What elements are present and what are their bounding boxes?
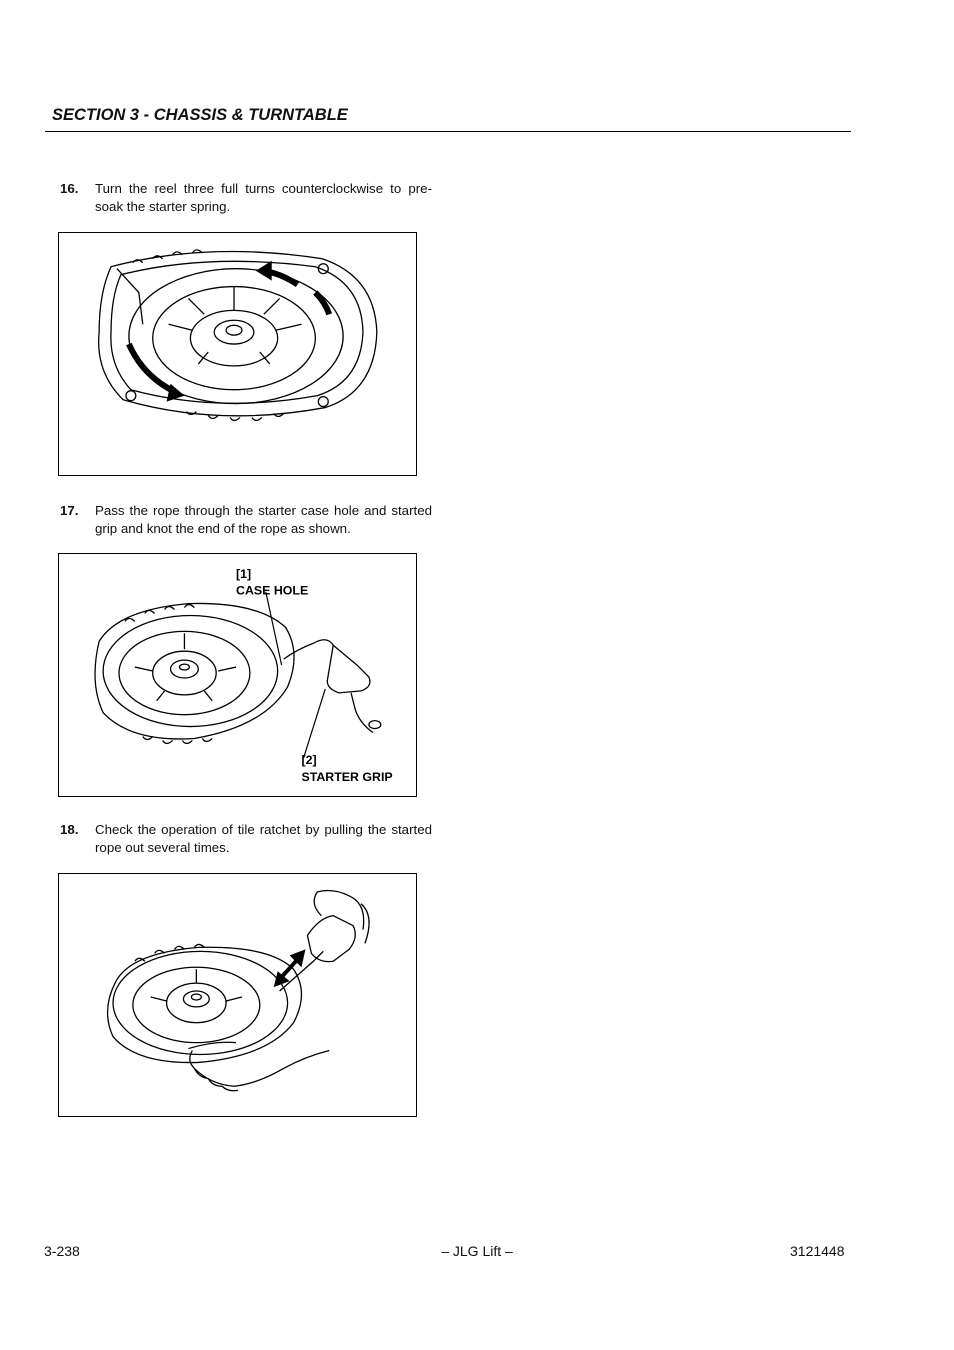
label-1-number: [1]	[236, 566, 252, 581]
ratchet-check-illustration	[59, 874, 416, 1116]
figure-ratchet-check	[58, 873, 417, 1117]
step-17	[60, 502, 432, 538]
step-text: Pass the rope through the starter case hole and started grip and knot the end of the rope as shown.	[95, 503, 432, 536]
step-18	[60, 821, 432, 857]
step-number: 16.	[60, 181, 79, 196]
document-number: 3121448	[790, 1243, 845, 1259]
step-number: 17.	[60, 503, 79, 518]
label-case-hole: CASE HOLE	[236, 583, 309, 598]
reel-rotation-illustration	[59, 233, 416, 475]
step-text: Turn the reel three full turns counterclockwise to pre-soak the starter spring.	[95, 181, 432, 214]
rope-grip-illustration	[59, 554, 416, 796]
label-2-number: [2]	[301, 753, 317, 768]
step-number: 18.	[60, 822, 79, 837]
footer-brand: – JLG Lift –	[441, 1243, 513, 1259]
section-title: SECTION 3 - CHASSIS & TURNTABLE	[52, 106, 348, 124]
figure-rope-and-grip	[58, 553, 417, 797]
step-text: Check the operation of tile ratchet by pulling the started rope out several times.	[95, 822, 432, 855]
step-16	[60, 180, 432, 216]
header-rule	[45, 131, 851, 132]
label-starter-grip: STARTER GRIP	[301, 770, 393, 785]
figure-reel-rotation	[58, 232, 417, 476]
page-number: 3-238	[44, 1243, 80, 1259]
